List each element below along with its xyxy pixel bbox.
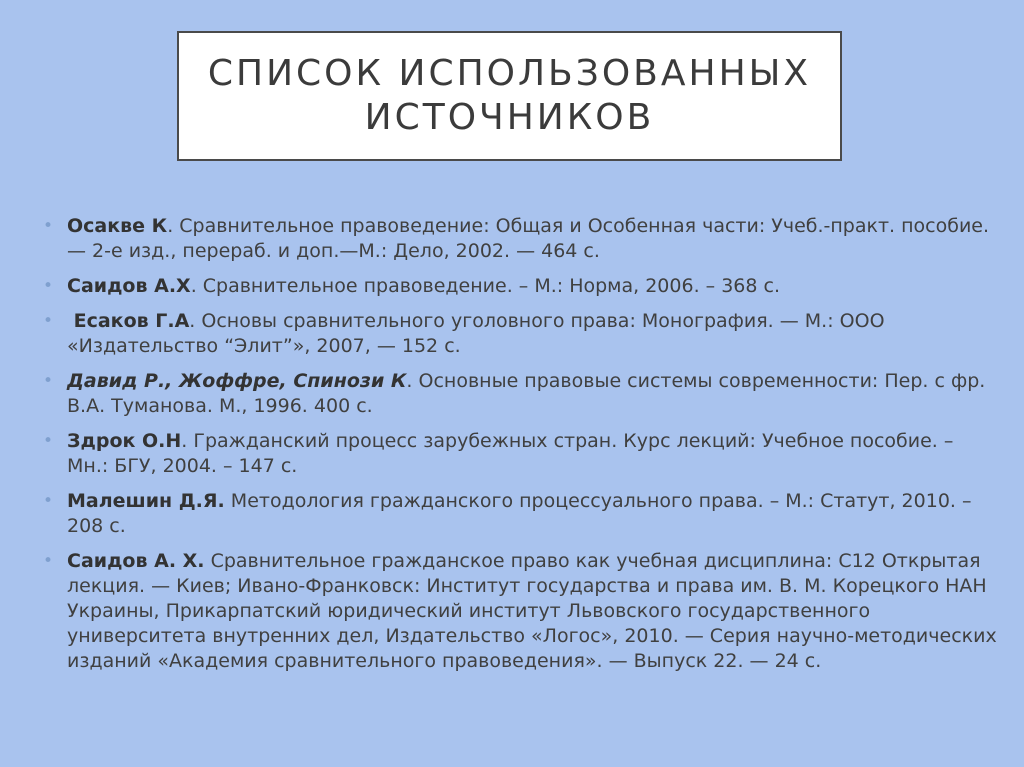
title-box (177, 31, 842, 161)
reference-text: Сравнительное гражданское право как учебная дисциплина: С12 Открытая лекция. — Киев; Ивано-Франковск: Институт государства и права им. В. М. Корецкого НАН Украины, Прикарпатский юридический институт Львовского государственного университета внутренних дел, Издательство «Логос», 2010. — Серия научно-методических изданий «Академия сравнительного правоведения». — Выпуск 22. — 24 с. (67, 550, 997, 672)
title-line-2: ИСТОЧНИКОВ (364, 97, 655, 138)
bullet-icon: • (43, 311, 54, 331)
reference-author: Малешин Д.Я. (67, 490, 225, 512)
reference-item (40, 214, 1000, 264)
bullet-icon: • (43, 371, 54, 391)
reference-author: Саидов А.Х (67, 275, 191, 297)
reference-text: . Гражданский процесс зарубежных стран. Курс лекций: Учебное пособие. – Мн.: БГУ, 2004. – 147 с. (67, 430, 954, 477)
reference-text: . Основные правовые системы современности: Пер. с фр. В.А. Туманова. М., 1996. 400 с. (67, 370, 986, 417)
reference-item (40, 274, 1000, 299)
reference-item (40, 369, 1000, 419)
bullet-icon: • (43, 491, 54, 511)
reference-author: Есаков Г.А (67, 310, 190, 332)
bullet-icon: • (43, 551, 54, 571)
reference-author: Саидов А. Х. (67, 550, 205, 572)
reference-item (40, 549, 1000, 674)
reference-author: Давид Р., Жоффре, Спинози К (67, 370, 407, 392)
title-line-1: СПИСОК ИСПОЛЬЗОВАННЫХ (207, 53, 812, 94)
reference-item (40, 429, 1000, 479)
reference-text: Методология гражданского процессуального права. – М.: Статут, 2010. – 208 с. (67, 490, 972, 537)
reference-author: Осакве К (67, 215, 168, 237)
reference-item (40, 309, 1000, 359)
bullet-icon: • (43, 431, 54, 451)
reference-text: . Сравнительное правоведение. – М.: Норма, 2006. – 368 с. (190, 275, 780, 297)
reference-item (40, 489, 1000, 539)
reference-text: . Сравнительное правоведение: Общая и Особенная части: Учеб.-практ. пособие. — 2-е изд., перераб. и доп.—М.: Дело, 2002. — 464 с. (67, 215, 990, 262)
reference-text: . Основы сравнительного уголовного права: Монография. — М.: ООО «Издательство “Элит”», 2007, — 152 с. (67, 310, 885, 357)
bullet-icon: • (43, 276, 54, 296)
references-list (40, 214, 1000, 684)
reference-author: Здрок О.Н (67, 430, 182, 452)
bullet-icon: • (43, 216, 54, 236)
